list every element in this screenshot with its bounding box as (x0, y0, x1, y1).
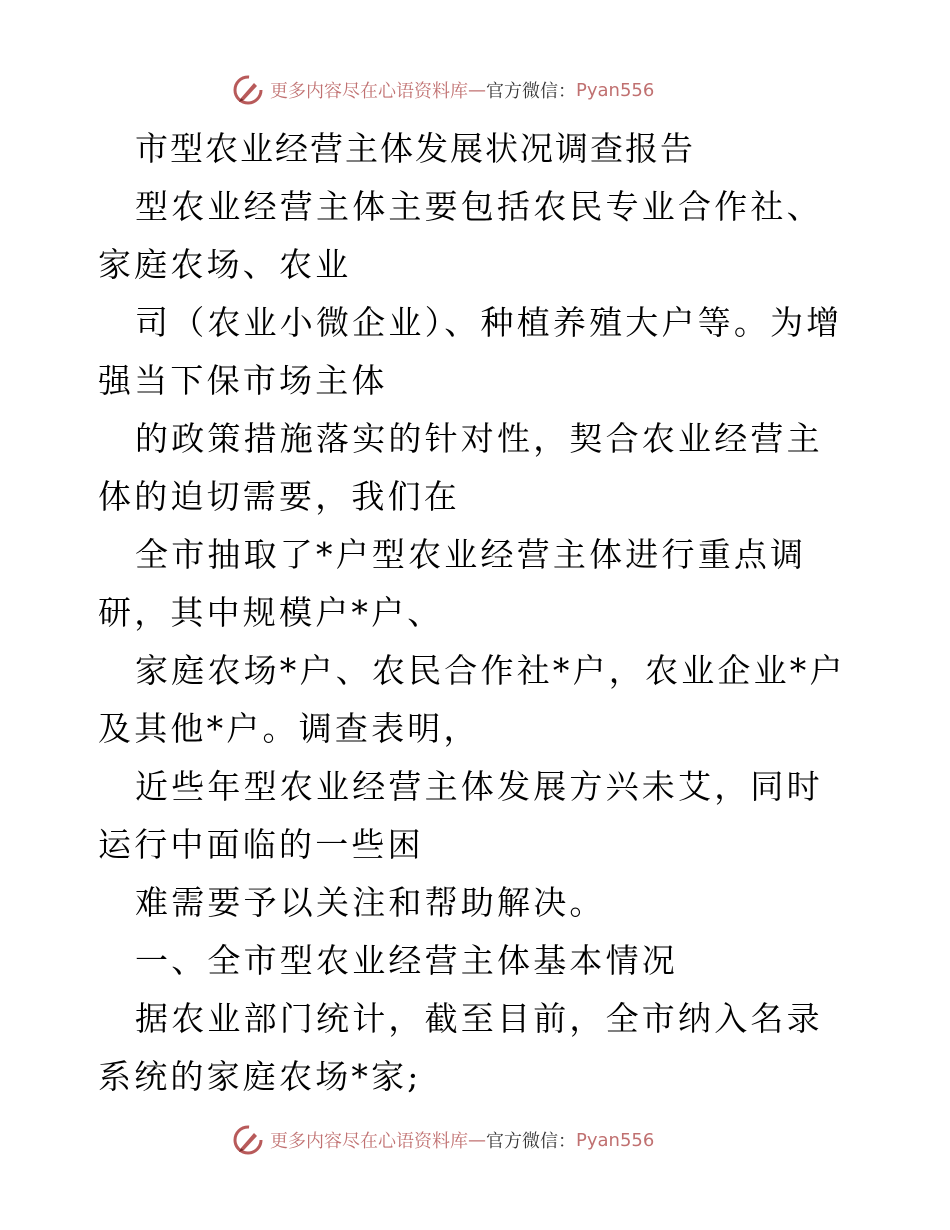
paragraph: 近些年型农业经营主体发展方兴未艾，同时运行中面临的一些困 (98, 767, 823, 864)
banner-dash: — (468, 1129, 486, 1151)
paragraph: 据农业部门统计，截至目前，全市纳入名录系统的家庭农场*家; (98, 999, 823, 1096)
section-heading: 一、全市型农业经营主体基本情况 (135, 941, 678, 980)
paragraph: 型农业经营主体主要包括农民专业合作社、家庭农场、农业 (98, 187, 823, 284)
banner-wechat-label: 官方微信： (486, 81, 576, 102)
pen-nib-logo-icon (232, 74, 264, 106)
paragraph: 司（农业小微企业）、种植养殖大户等。为增强当下保市场主体 (98, 303, 843, 400)
header-watermark-banner (232, 72, 654, 108)
banner-main-text: 更多内容尽在心语资料库 (270, 1131, 468, 1152)
paragraph: 家庭农场*户、农民合作社*户，农业企业*户及其他*户。调查表明， (98, 651, 846, 748)
banner-wechat-id: Pyan556 (576, 1129, 655, 1151)
banner-wechat-label: 官方微信： (486, 1131, 576, 1152)
footer-watermark-banner (232, 1122, 654, 1158)
document-title: 市型农业经营主体发展状况调查报告 (135, 129, 695, 168)
paragraph: 的政策措施落实的针对性，契合农业经营主体的迫切需要，我们在 (98, 419, 823, 516)
paragraph: 全市抽取了*户型农业经营主体进行重点调研，其中规模户*户、 (98, 535, 807, 632)
document-body (98, 120, 858, 1106)
banner-wechat-id: Pyan556 (576, 79, 655, 101)
paragraph: 难需要予以关注和帮助解决。 (135, 883, 606, 922)
banner-dash: — (468, 79, 486, 101)
banner-main-text: 更多内容尽在心语资料库 (270, 81, 468, 102)
pen-nib-logo-icon (232, 1124, 264, 1156)
